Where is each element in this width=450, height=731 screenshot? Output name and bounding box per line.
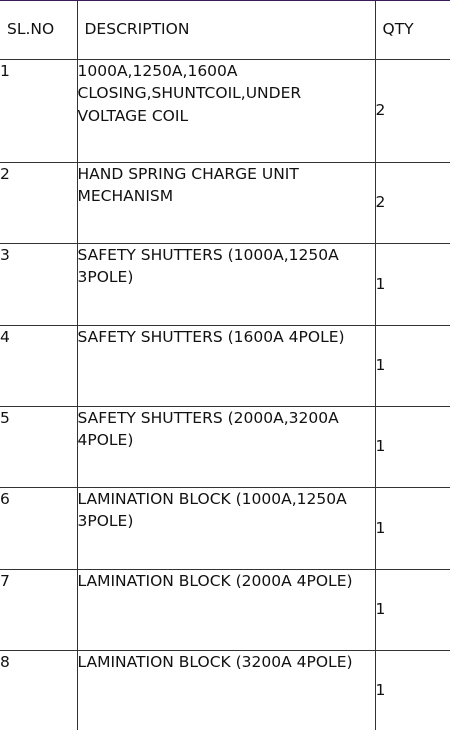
table-row	[0, 406, 450, 487]
row-sl-no: 1	[0, 59, 77, 162]
table-header-row	[0, 1, 450, 59]
row-sl-no: 6	[0, 487, 77, 569]
row-description: 1000A,1250A,1600A CLOSING,SHUNTCOIL,UNDER VOLTAGE COIL	[77, 59, 375, 162]
row-description: LAMINATION BLOCK (3200A 4POLE)	[77, 650, 375, 730]
parts-table	[0, 1, 450, 730]
row-description: SAFETY SHUTTERS (1000A,1250A 3POLE)	[77, 243, 375, 325]
row-qty: 1	[375, 243, 450, 325]
row-sl-no: 5	[0, 406, 77, 487]
table-row	[0, 59, 450, 162]
table-row	[0, 650, 450, 730]
row-description: LAMINATION BLOCK (2000A 4POLE)	[77, 569, 375, 650]
row-sl-no: 3	[0, 243, 77, 325]
row-sl-no: 2	[0, 162, 77, 243]
table-row	[0, 162, 450, 243]
row-sl-no: 4	[0, 325, 77, 406]
row-description: SAFETY SHUTTERS (2000A,3200A 4POLE)	[77, 406, 375, 487]
header-description: DESCRIPTION	[77, 1, 375, 59]
row-qty: 1	[375, 681, 386, 699]
table-row	[0, 569, 450, 650]
row-qty: 2	[375, 162, 450, 243]
row-qty: 1	[375, 406, 450, 487]
row-qty: 1	[375, 487, 450, 569]
header-qty: QTY	[375, 1, 450, 59]
row-qty: 2	[375, 59, 450, 162]
table-row	[0, 243, 450, 325]
table-row	[0, 325, 450, 406]
row-description: LAMINATION BLOCK (1000A,1250A 3POLE)	[77, 487, 375, 569]
row-description: SAFETY SHUTTERS (1600A 4POLE)	[77, 325, 375, 406]
row-sl-no: 8	[0, 652, 10, 671]
row-qty: 1	[375, 569, 450, 650]
row-qty: 1	[375, 325, 450, 406]
header-sl-no: SL.NO	[0, 1, 77, 59]
table-row	[0, 487, 450, 569]
row-sl-no: 7	[0, 569, 77, 650]
row-description: HAND SPRING CHARGE UNIT MECHANISM	[77, 162, 375, 243]
